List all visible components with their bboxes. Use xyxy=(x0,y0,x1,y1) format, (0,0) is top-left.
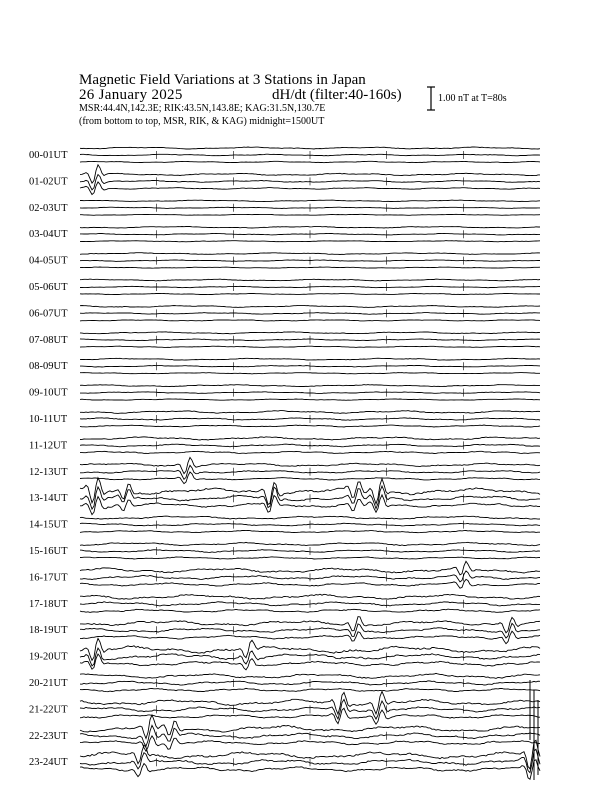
trace-kag xyxy=(80,332,540,334)
trace-msr xyxy=(80,320,540,321)
hour-label: 08-09UT xyxy=(29,361,68,373)
trace-kag xyxy=(80,305,540,307)
hour-row xyxy=(29,617,540,644)
hour-label: 10-11UT xyxy=(29,414,68,425)
hour-row xyxy=(29,411,540,427)
hour-row xyxy=(29,358,540,374)
hour-row xyxy=(29,279,540,295)
trace-kag xyxy=(80,385,540,387)
trace-msr xyxy=(80,688,540,691)
hour-row xyxy=(29,226,540,241)
chart-title: Magnetic Field Variations at 3 Stations in Japan xyxy=(79,72,366,88)
hour-row xyxy=(29,638,540,669)
hour-row xyxy=(29,147,540,163)
chart-quantity: dH/dt (filter:40-160s) xyxy=(272,87,402,103)
trace-msr xyxy=(80,557,540,559)
trace-msr xyxy=(80,609,540,612)
scale-bar-label: 1.00 nT at T=80s xyxy=(438,93,507,104)
hour-row xyxy=(29,437,540,454)
hour-label: 21-22UT xyxy=(29,704,68,716)
hour-row xyxy=(29,332,540,348)
trace-msr xyxy=(80,161,540,162)
trace-msr xyxy=(80,346,540,347)
trace-kag xyxy=(80,226,540,228)
trace-msr xyxy=(80,293,540,294)
station-coordinates: MSR:44.4N,142.3E; RIK:43.5N,143.8E; KAG:31.5N,130.7E xyxy=(79,103,326,114)
trace-msr xyxy=(80,451,540,453)
hour-rows xyxy=(29,147,540,780)
hour-label: 12-13UT xyxy=(29,466,68,478)
trace-msr xyxy=(80,399,540,400)
hour-label: 01-02UT xyxy=(29,176,68,188)
trace-msr xyxy=(80,214,540,215)
hour-row xyxy=(29,385,540,401)
trace-kag xyxy=(80,358,540,360)
hour-row xyxy=(29,691,540,724)
hour-label: 17-18UT xyxy=(29,598,68,610)
trace-msr xyxy=(80,241,540,242)
hour-row xyxy=(29,165,540,195)
hour-label: 22-23UT xyxy=(29,730,68,742)
hour-label: 23-24UT xyxy=(29,757,68,769)
hour-row xyxy=(29,305,540,321)
trace-kag xyxy=(80,594,540,599)
trace-kag xyxy=(80,437,540,440)
hour-row xyxy=(29,200,540,215)
hour-label: 11-12UT xyxy=(29,440,68,452)
hour-label: 07-08UT xyxy=(29,334,68,346)
trace-kag xyxy=(80,279,540,281)
hour-label: 13-14UT xyxy=(29,493,68,505)
trace-msr xyxy=(80,425,540,427)
hour-row xyxy=(29,253,540,269)
trace-msr xyxy=(80,373,540,374)
hour-row xyxy=(29,594,540,612)
hour-label: 00-01UT xyxy=(29,150,68,161)
scale-bar xyxy=(427,87,435,110)
hour-row xyxy=(29,740,540,779)
hour-row xyxy=(29,457,540,483)
trace-kag xyxy=(80,253,540,255)
trace-kag xyxy=(80,516,540,519)
hour-row xyxy=(29,561,540,588)
hour-label: 05-06UT xyxy=(29,282,68,293)
trace-kag xyxy=(80,411,540,414)
hour-label: 16-17UT xyxy=(29,572,68,584)
hour-label: 06-07UT xyxy=(29,308,68,320)
chart-date: 26 January 2025 xyxy=(79,87,183,103)
trace-kag xyxy=(80,673,540,678)
trace-kag xyxy=(80,147,540,149)
hour-row xyxy=(29,478,540,515)
hour-label: 02-03UT xyxy=(29,202,68,214)
trace-kag xyxy=(80,542,540,545)
hour-label: 04-05UT xyxy=(29,255,68,267)
hour-label: 03-04UT xyxy=(29,229,68,241)
trace-kag xyxy=(80,200,540,202)
trace-msr xyxy=(80,267,540,268)
hour-row xyxy=(29,516,540,533)
trace-msr xyxy=(80,530,540,532)
hour-row xyxy=(29,715,540,751)
hour-row xyxy=(29,542,540,559)
hour-label: 20-21UT xyxy=(29,678,68,689)
hour-label: 14-15UT xyxy=(29,519,68,531)
hour-label: 19-20UT xyxy=(29,651,68,663)
trace-kag xyxy=(80,561,540,575)
hour-label: 15-16UT xyxy=(29,546,68,557)
station-order-note: (from bottom to top, MSR, RIK, & KAG) midnight=1500UT xyxy=(79,116,325,127)
hour-label: 18-19UT xyxy=(29,625,68,637)
hour-label: 09-10UT xyxy=(29,387,68,399)
hour-row xyxy=(29,673,540,691)
